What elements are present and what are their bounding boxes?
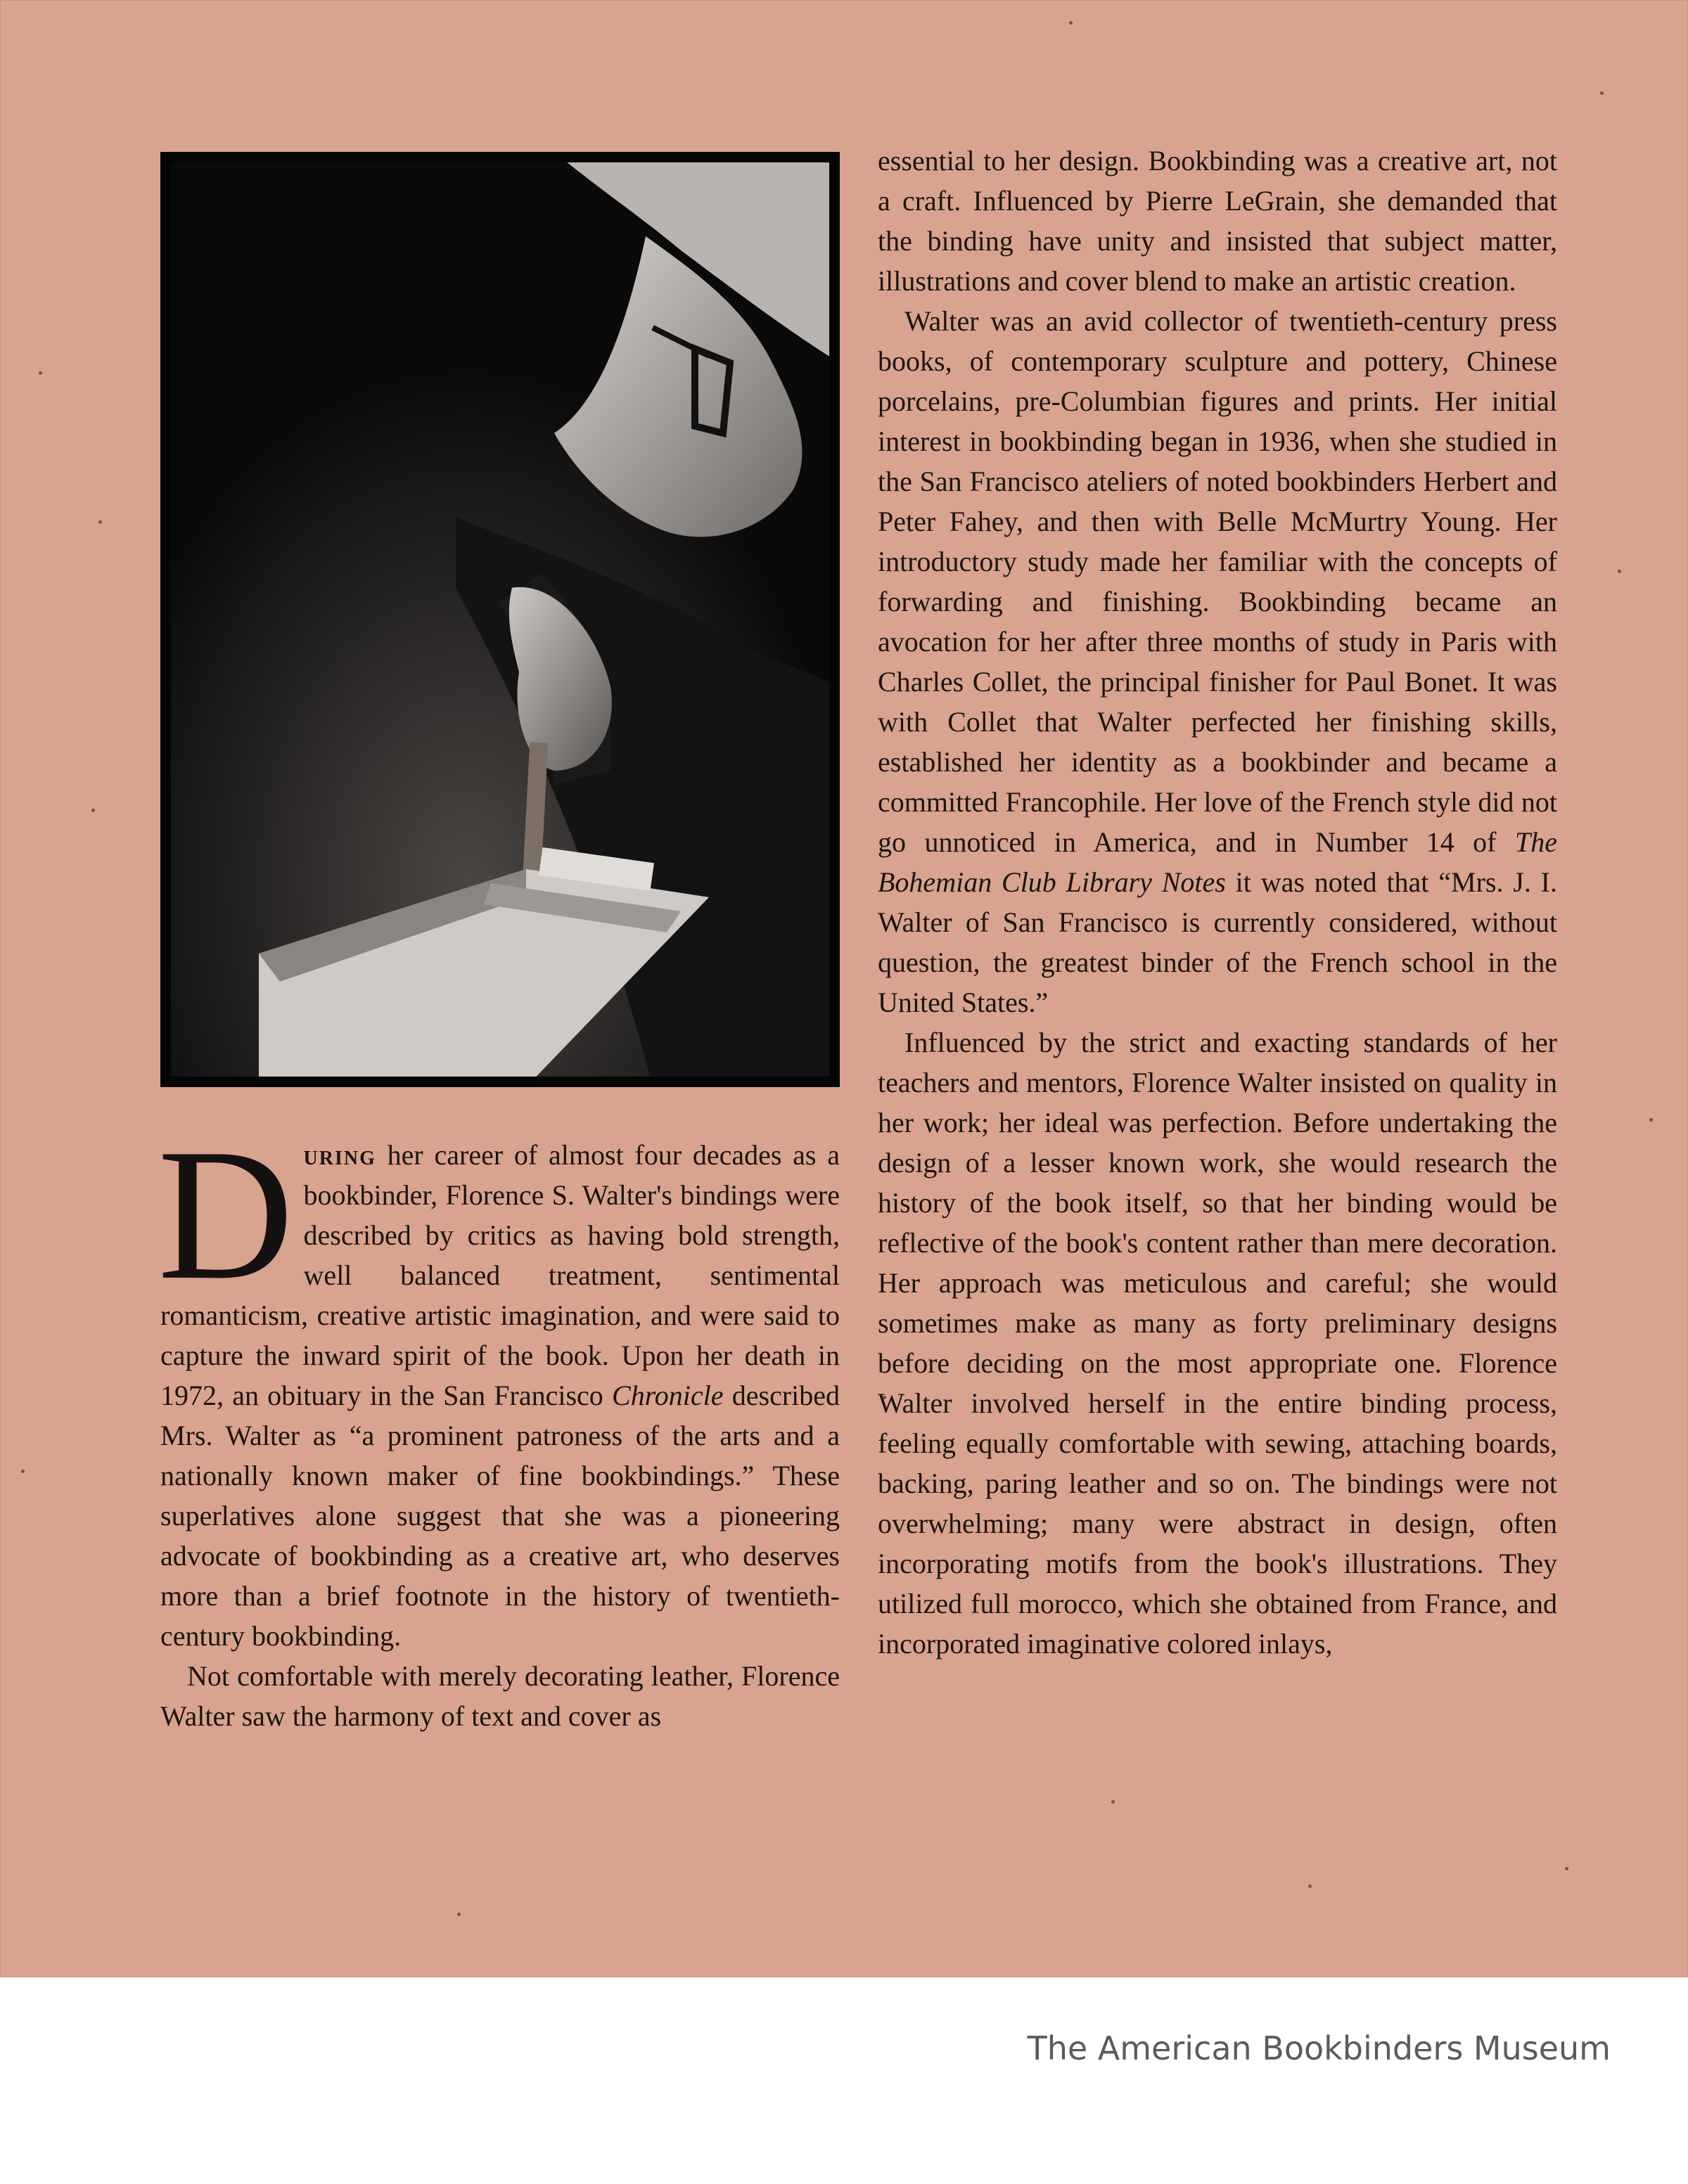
paragraph: Not comfortable with merely decorating leather, Florence Walter saw the harmony of text and cover as bbox=[160, 1660, 840, 1732]
paper-fleck bbox=[1565, 1867, 1568, 1870]
text-run: described Mrs. Walter as “a prominent patroness of the arts and a nationally known maker of fine bookbindings.” These superlatives alone suggest that she was a pioneering advocate of bookbinding as a creative art, who deserves more than a brief footnote in the history of twentieth-century bookbinding. bbox=[160, 1380, 840, 1652]
museum-watermark: The American Bookbinders Museum bbox=[1027, 2029, 1611, 2067]
left-text-column bbox=[158, 1110, 840, 1736]
paper-fleck bbox=[457, 1913, 461, 1916]
paper-fleck bbox=[1649, 1118, 1653, 1122]
paragraph: essential to her design. Bookbinding was a creative art, not a craft. Influenced by Pierre LeGrain, she demanded that the binding have unity and insisted that subject matter, illustrations and cover blend to make an artistic creation. bbox=[878, 145, 1557, 297]
photo-bookbinder-at-work bbox=[160, 152, 840, 1087]
lead-smallcaps: uring bbox=[303, 1139, 376, 1171]
paper-fleck bbox=[1600, 91, 1604, 95]
paper-fleck bbox=[91, 809, 95, 812]
text-run: it was noted that “Mrs. J. I. Walter of San Francisco is currently considered, without question, the greatest binder of the French school in the United States.” bbox=[878, 866, 1557, 1018]
italic-title: Chronicle bbox=[612, 1380, 724, 1411]
paper-fleck bbox=[1618, 570, 1621, 573]
text-run: Walter was an avid collector of twentieth-century press books, of contemporary sculpture and pottery, Chinese porcelains, pre-Columbian figures and prints. Her initial interest in bookbinding began in 1936, when she studied in the San Francisco ateliers of noted bookbinders Herbert and Peter Fahey, and then with Belle McMurtry Young. Her introductory study made her familiar with the concepts of forwarding and finishing. Bookbinding became an avocation for her after three months of study in Paris with Charles Collet, the principal finisher for Paul Bonet. It was with Collet that Walter perfected her finishing skills, established her identity as a bookbinder and became a committed Francophile. Her love of the French style did not go unnoticed in America, and in Number 14 of bbox=[878, 305, 1557, 858]
text-run: her career of almost four decades as a bookbinder, Florence S. Walter's bindings were described by critics as having bold strength, well balanced treatment, sentimental romanticism, creative artistic imagination, and were said to capture the inward spirit of the book. Upon her death in 1972, an obituary in the San Francisco bbox=[160, 1139, 840, 1411]
intro-paragraph bbox=[158, 1110, 840, 1656]
paragraph bbox=[878, 301, 1557, 1022]
italic-title: The Bohemian Club Library Notes bbox=[878, 826, 1557, 898]
paragraph: Influenced by the strict and exacting standards of her teachers and mentors, Florence Walter insisted on quality in her work; her ideal was perfection. Before undertaking the design of a lesser known work, she would research the history of the book itself, so that her binding would be reflective of the book's content rather than mere decoration. Her approach was meticulous and careful; she would sometimes make as many as forty preliminary designs before deciding on the most appropriate one. Florence Walter involved herself in the entire binding process, feeling equally comfortable with sewing, attaching boards, backing, paring leather and so on. The bindings were not overwhelming; many were abstract in design, often incorporating motifs from the book's illustrations. They utilized full morocco, which she obtained from France, and incorporated imaginative colored inlays, bbox=[878, 1027, 1557, 1659]
paper-fleck bbox=[98, 520, 102, 524]
drop-cap: D bbox=[158, 1110, 294, 1318]
paper-fleck bbox=[1111, 1800, 1115, 1804]
paper-fleck bbox=[1308, 1884, 1312, 1888]
paper-fleck bbox=[21, 1470, 25, 1473]
photo-bookbinder-tooling-icon bbox=[160, 152, 840, 1087]
paper-fleck bbox=[1069, 21, 1073, 25]
right-text-column bbox=[878, 141, 1557, 1664]
paper-fleck bbox=[39, 371, 42, 375]
